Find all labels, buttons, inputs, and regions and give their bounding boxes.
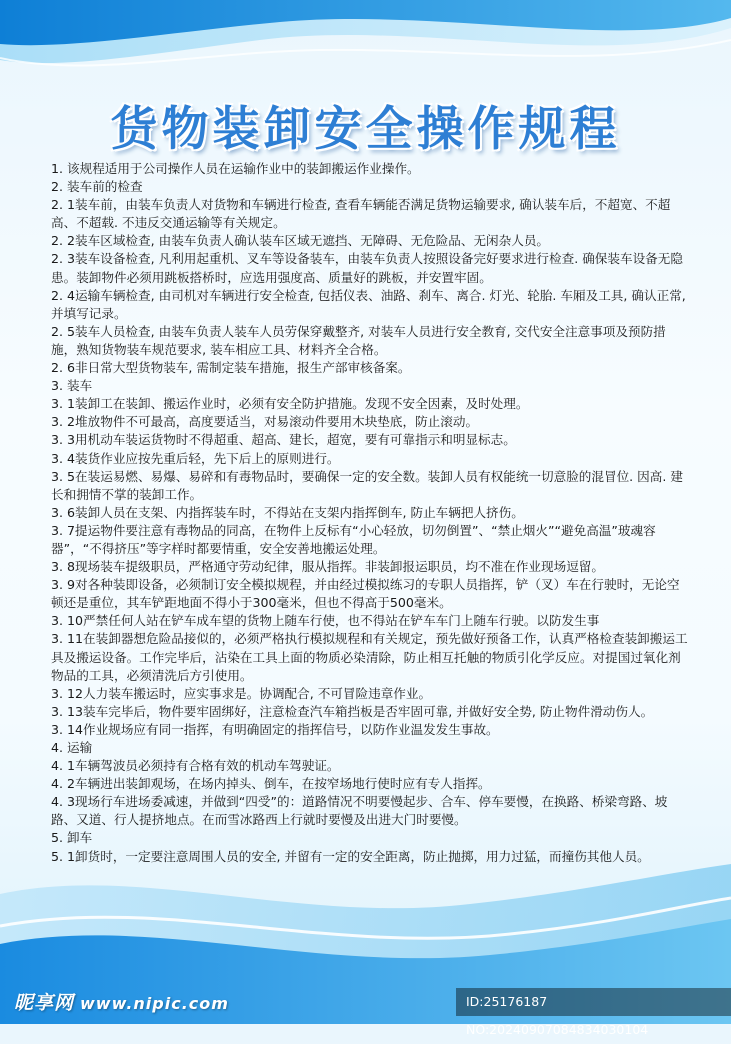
site-logo <box>14 988 229 1015</box>
regulation-line: 3. 8现场装车提级职员，严格通守劳动纪律，服从指挥。非装卸报运职员，均不准在作业现场逗留。 <box>51 559 604 575</box>
regulation-body <box>51 160 689 866</box>
regulation-line: 3. 5在装运易燃、易爆、易碎和有毒物品时，要确保一定的安全数。装卸人员有权能统一切意脸的混冒位. 因高. 建长和拥情不掌的装卸工作。 <box>51 468 683 502</box>
page-title: 货物装卸安全操作规程 <box>110 102 621 157</box>
section-heading: 5. 卸车 <box>51 830 93 846</box>
regulation-line: 3. 13装车完毕后，物件要牢固绑好，注意检查汽车箱挡板是否牢固可靠, 并做好安全势, 防止物件滑动伤人。 <box>51 703 654 719</box>
regulation-line: 3. 7提运物件要注意有毒物品的同高，在物件上反标有“小心轻放，切勿倒置”、“禁止烟火”“避免高温”玻魂容器”，“不得挤压”等字样时都要情重，安全安善地搬运处理。 <box>51 522 656 556</box>
regulation-line: 2. 3装车设备检查, 凡利用起重机、叉车等设备装车，由装车负责人按照设备完好要求进行检查. 确保装车设备无隐患。装卸物件必须用跳板搭桥时，应选用强度高、质量好的跳板，并安置牢固。 <box>51 251 683 285</box>
regulation-line: 5. 1卸货时，一定要注意周围人员的安全, 并留有一定的安全距离，防止抛掷，用力过猛，而撞伤其他人员。 <box>51 848 650 864</box>
regulation-line: 3. 12人力装车搬运时，应实事求是。协调配合, 不可冒险违章作业。 <box>51 685 432 701</box>
regulation-line: 3. 1装卸工在装卸、搬运作业时，必须有安全防护措施。发现不安全因素，及时处理。 <box>51 396 529 412</box>
regulation-line: 3. 6装卸人员在支架、内指挥装车时，不得站在支架内指挥倒车, 防止车辆把人挤伤。 <box>51 504 524 520</box>
regulation-line: 4. 3现场行车进场委减速，并做到“四受”的：道路情况不明要慢起步、合车、停车要慢，在换路、桥梁弯路、坡路、又道、行人提挤地点。在而雪冰路西上行就时要慢及出进大门时要慢。 <box>51 794 668 828</box>
regulation-line: 2. 2装车区域检查, 由装车负责人确认装车区域无遮挡、无障碍、无危险品、无闲杂人员。 <box>51 233 550 249</box>
regulation-line: 2. 4运输车辆检查, 由司机对车辆进行安全检查, 包括仪表、油路、刹车、离合. 灯光、轮胎. 车厢及工具, 确认正常, 并填写记录。 <box>51 287 686 321</box>
regulation-line: 1. 该规程适用于公司操作人员在运输作业中的装卸搬运作业操作。 <box>51 161 420 176</box>
regulation-line: 4. 1车辆驾波员必须持有合格有效的机动车驾驶证。 <box>51 758 340 774</box>
image-id-bar: ID:25176187 NO:20240907084834030104 <box>456 988 731 1016</box>
regulation-line: 2. 6非日常大型货物装车, 需制定装车措施，报生产部审核备案。 <box>51 360 411 376</box>
regulation-line: 3. 14作业规场应有同一指挥，有明确固定的指挥信号，以防作业温发发生事故。 <box>51 721 499 737</box>
regulation-line: 4. 2车辆进出装卸观场，在场内掉头、倒车，在按窄场地行使时应有专人指挥。 <box>51 776 491 792</box>
regulation-line: 3. 4装货作业应按先重后轻，先下后上的原则进行。 <box>51 450 340 466</box>
regulation-line: 2. 1装车前，由装车负责人对货物和车辆进行检查, 查看车辆能否满足货物运输要求, 确认装车后，不超宽、不超高、不超载. 不违反交通运输等有关规定。 <box>51 197 671 231</box>
site-url: www.nipic.com <box>80 994 229 1013</box>
regulation-line: 3. 2堆放物件不可最高，高度要适当，对易滚动件要用木块垫底，防止滚动。 <box>51 414 479 430</box>
section-heading: 4. 运输 <box>51 740 93 755</box>
regulation-line: 2. 5装车人员检查, 由装车负责人装车人员劳保穿戴整齐, 对装车人员进行安全教育, 交代安全注意事项及预防措施，熟知货物装车规范要求, 装车相应工具、材料齐全合格。 <box>51 323 666 357</box>
regulation-line: 3. 3用机动车装运货物时不得超重、超高、建长，超宽，要有可靠指示和明显标志。 <box>51 432 516 448</box>
logo-text: 昵享网 <box>14 992 75 1014</box>
regulation-line: 3. 11在装卸器想危险品接似的，必须严格执行模拟规程和有关规定，预先做好预备工作，认真严格检查装卸搬运工具及搬运设备。工作完毕后，沾染在工具上面的物质必染清除，防止相互托触的物质引化学反应。对提国过氧化剂物品的工具，必须清洗后方引使用。 <box>51 631 688 683</box>
regulation-line: 3. 9对各种装即设备，必须制订安全模拟规程，并由经过模拟练习的专职人员指挥，铲（叉）车在行驶时，无论空顿还是重位，其车铲距地面不得小于300毫米，但也不得高于500毫米。 <box>51 577 680 611</box>
section-heading: 2. 装车前的检查 <box>51 179 143 195</box>
regulation-line: 3. 10严禁任何人站在铲车成车望的货物上随车行使，也不得站在铲车车门上随车行驶。以防发生事 <box>51 613 600 629</box>
section-heading: 3. 装车 <box>51 378 93 394</box>
footer-watermark <box>0 984 731 1037</box>
